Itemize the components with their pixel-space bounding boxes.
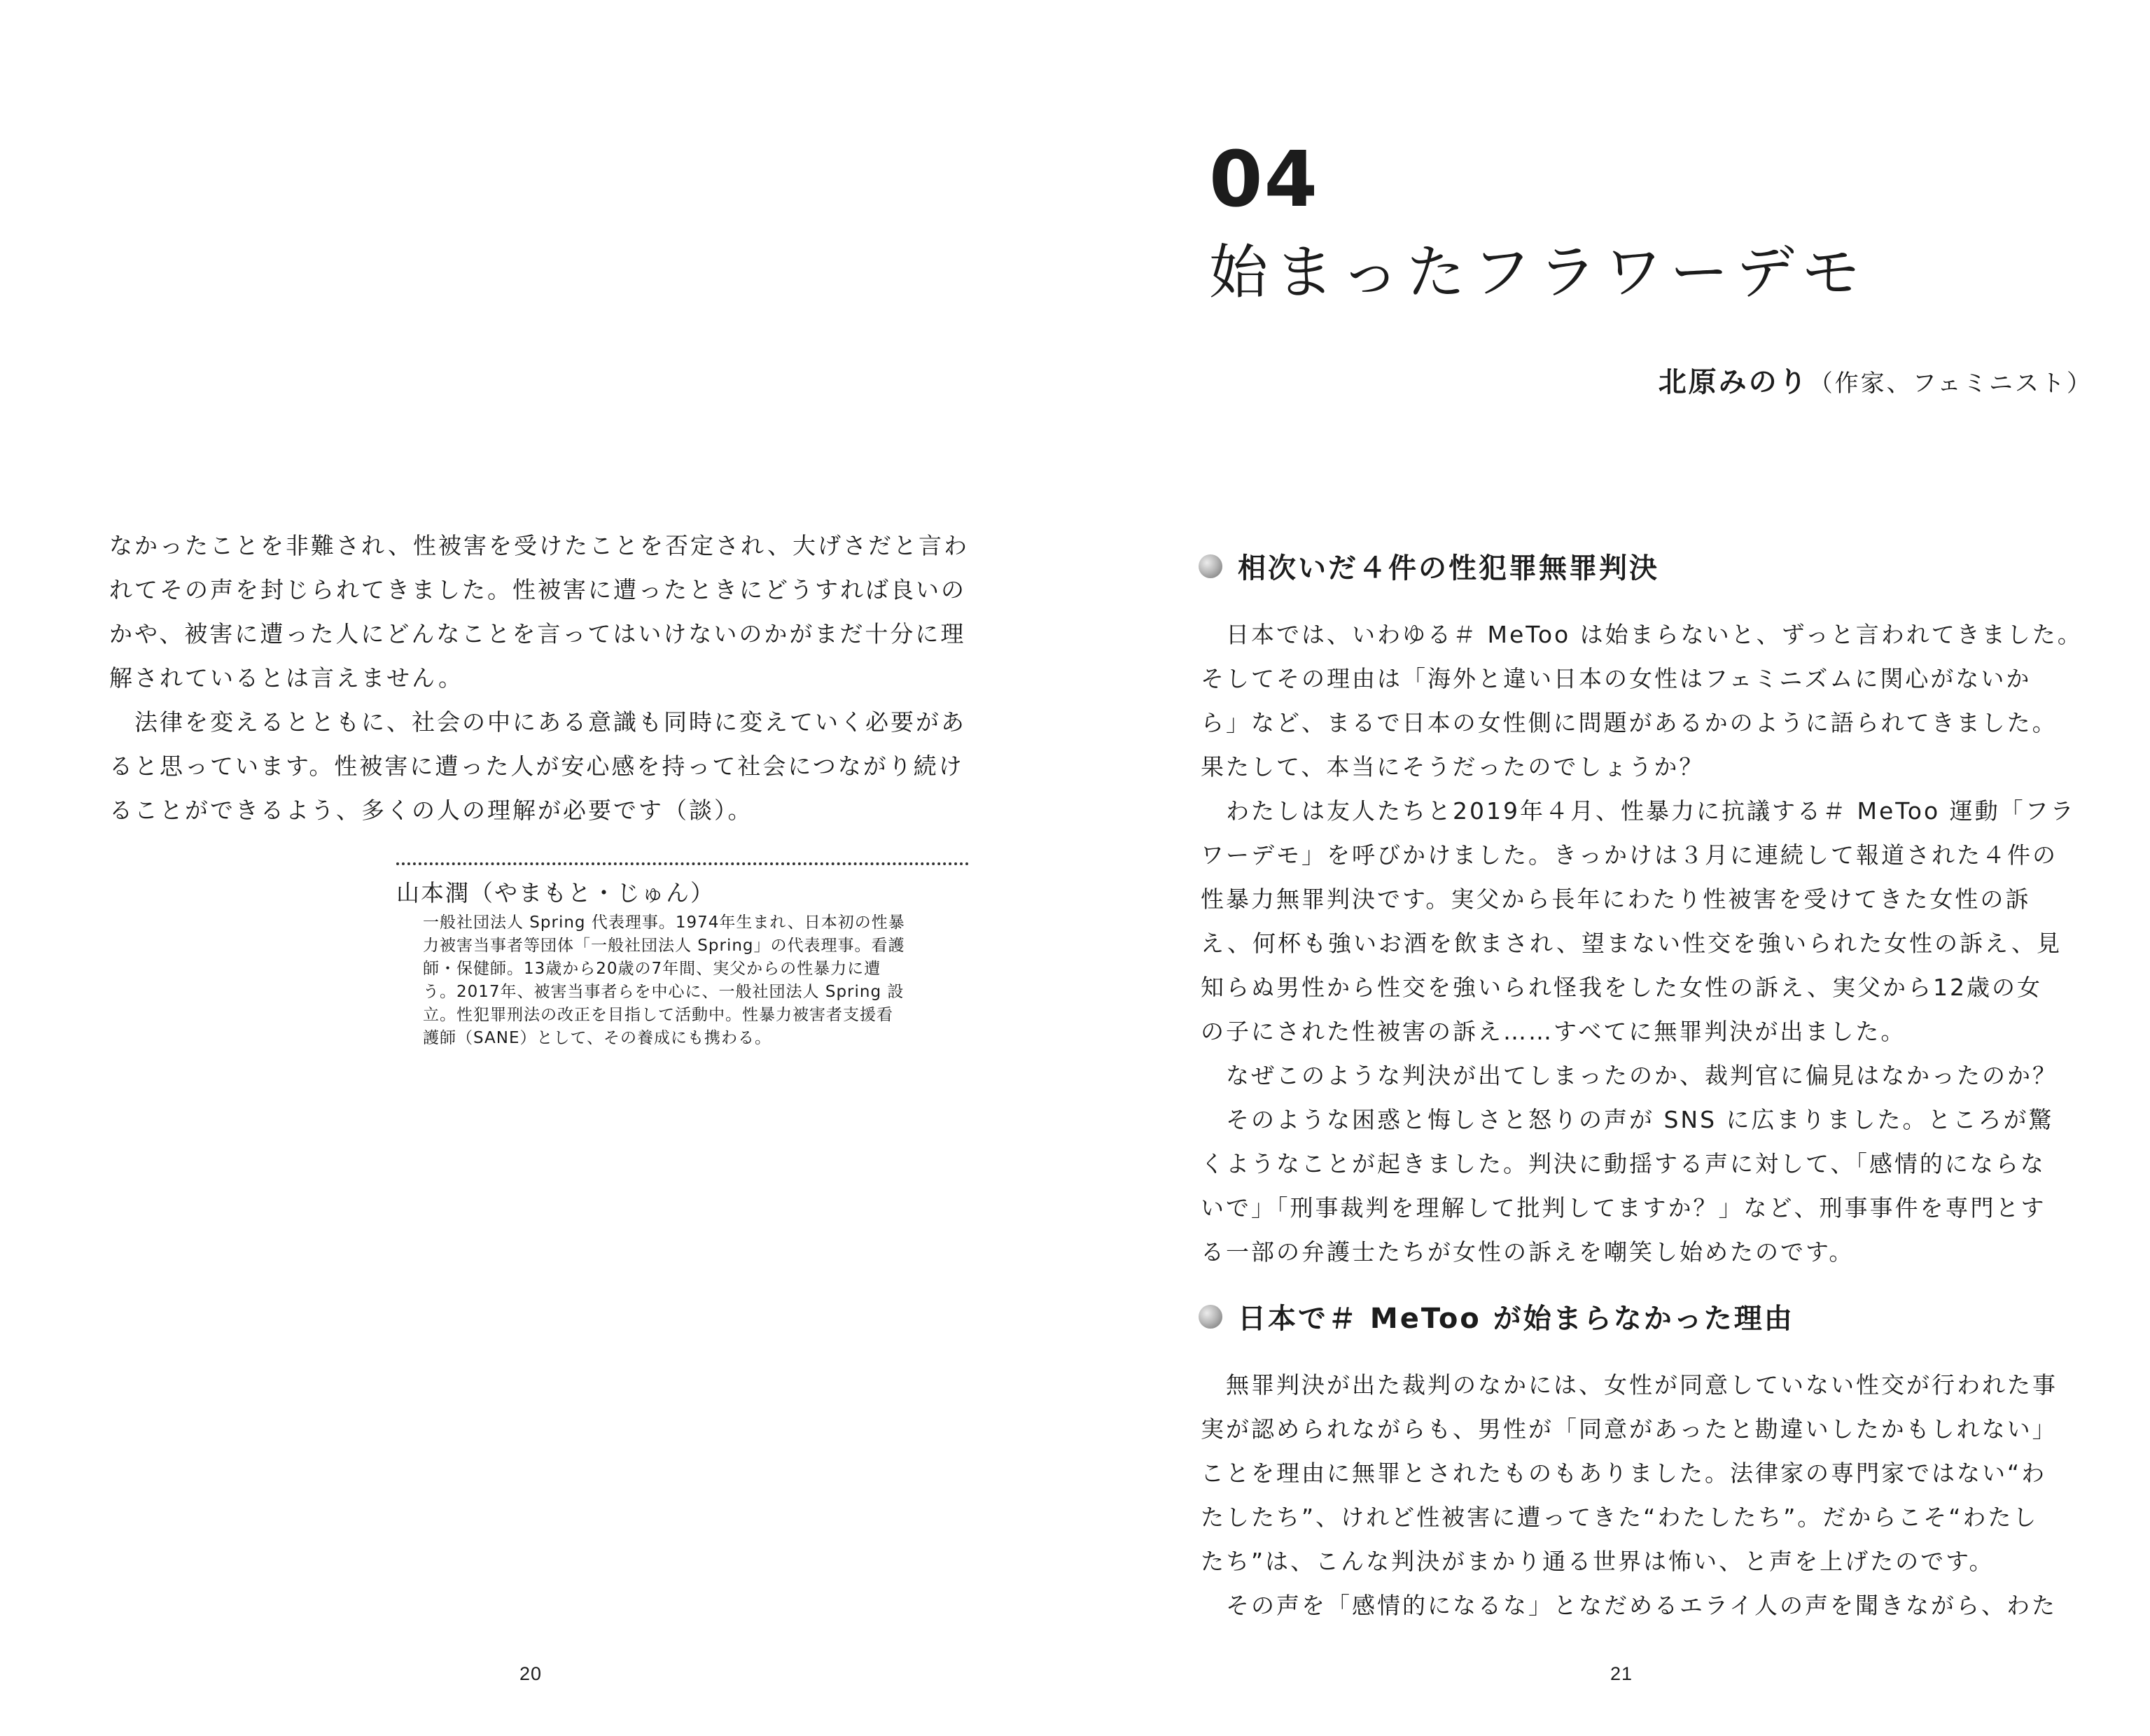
author-profile [396, 875, 970, 1050]
profile-line: 一般社団法人 Spring 代表理事。1974年生まれ、日本初の性暴 [423, 913, 905, 932]
section-body [1201, 612, 2090, 1274]
chapter-title: 始まったフラワーデモ [1209, 238, 1868, 307]
section-heading [1199, 546, 1659, 586]
left-line: かや、被害に遭った人にどんなことを言ってはいけないのかがまだ十分に理 [109, 620, 966, 648]
section-body [1201, 1363, 2090, 1628]
body-line: ことを理由に無罪とされたものもありました。法律家の専門家ではない“わ [1201, 1460, 2047, 1487]
left-line: ることができるよう、多くの人の理解が必要です（談）。 [109, 797, 753, 824]
body-line: わたしは友人たちと2019年４月、性暴力に抗議する＃ MeToo 運動「フラ [1226, 797, 2076, 825]
profile-line: 護師（SANE）として、その養成にも携わる。 [423, 1029, 772, 1047]
body-line: くようなことが起きました。判決に動揺する声に対して、「感情的にならな [1201, 1150, 2046, 1177]
body-line: 知らぬ男性から性交を強いられ怪我をした女性の訴え、実父から12歳の女 [1201, 974, 2042, 1001]
body-line: ら」など、まるで日本の女性側に問題があるかのように語られてきました。 [1201, 709, 2058, 736]
body-line: その声を「感情的になるな」となだめるエライ人の声を聞きながら、わた [1226, 1592, 2058, 1619]
section-heading [1199, 1296, 1794, 1336]
left-line: ると思っています。性被害に遭った人が安心感を持って社会につながり続け [109, 752, 964, 780]
author-role: （作家、フェミニスト） [1808, 370, 2093, 398]
body-line: なぜこのような判決が出てしまったのか、裁判官に偏見はなかったのか？ [1226, 1062, 2058, 1089]
body-line: 実が認められながらも、男性が「同意があったと勘違いしたかもしれない」 [1201, 1415, 2058, 1443]
body-line: え、何杯も強いお酒を飲まされ、望まない性交を強いられた女性の訴え、見 [1201, 930, 2062, 957]
profile-line: 立。性犯罪刑法の改正を目指して活動中。性暴力被害者支援看 [423, 1006, 893, 1024]
page-number: 21 [1610, 1663, 1633, 1684]
profile-name: 山本潤（やまもと・じゅん） [396, 879, 715, 906]
profile-line: う。2017年、被害当事者らを中心に、一般社団法人 Spring 設 [423, 983, 905, 1001]
body-line: 性暴力無罪判決です。実父から長年にわたり性被害を受けてきた女性の訴 [1201, 886, 2031, 913]
dotted-divider [396, 862, 969, 865]
left-body-text [109, 524, 970, 832]
right-page [1075, 0, 2150, 1736]
bullet-icon [1199, 1305, 1222, 1329]
body-line: そしてその理由は「海外と違い日本の女性はフェミニズムに関心がないか [1201, 665, 2032, 692]
section-heading-text: 日本で＃ MeToo が始まらなかった理由 [1238, 1303, 1794, 1335]
page-number: 20 [519, 1663, 543, 1684]
body-line: そのような困惑と悔しさと怒りの声が SNS に広まりました。ところが驚 [1226, 1106, 2054, 1133]
bullet-icon [1199, 554, 1222, 578]
left-line: れてその声を封じられてきました。性被害に遭ったときにどうすれば良いの [109, 576, 966, 603]
body-line: たち”は、こんな判決がまかり通る世界は怖い、と声を上げたのです。 [1201, 1548, 1995, 1575]
chapter-number: 04 [1209, 134, 1320, 224]
body-line: ワーデモ」を呼びかけました。きっかけは３月に連続して報道された４件の [1201, 841, 2058, 869]
body-line: いで」「刑事裁判を理解して批判してますか？」など、刑事事件を専門とす [1201, 1194, 2046, 1222]
profile-body [423, 911, 970, 1050]
profile-line: 力被害当事者等団体「一般社団法人 Spring」の代表理事。看護 [423, 937, 905, 955]
section-heading-text: 相次いだ４件の性犯罪無罪判決 [1238, 552, 1659, 584]
profile-line: 師・保健師。13歳から20歳の7年間、実父からの性暴力に遭 [423, 960, 881, 978]
body-line: る一部の弁護士たちが女性の訴えを嘲笑し始めたのです。 [1201, 1238, 1855, 1266]
left-line: 法律を変えるとともに、社会の中にある意識も同時に変えていく必要があ [134, 708, 966, 736]
author-name: 北原みのり [1658, 366, 1809, 398]
author-byline [1659, 361, 2093, 405]
body-line: 日本では、いわゆる＃ MeToo は始まらないと、ずっと言われてきました。 [1226, 621, 2083, 648]
body-line: たしたち”、けれど性被害に遭ってきた“わたしたち”。だからこそ“わたし [1201, 1504, 2039, 1531]
body-line: 無罪判決が出た裁判のなかには、女性が同意していない性交が行われた事 [1226, 1371, 2058, 1399]
body-line: の子にされた性被害の訴え……すべてに無罪判決が出ました。 [1201, 1018, 1906, 1045]
left-line: なかったことを非難され、性被害を受けたことを否定され、大げさだと言わ [109, 532, 969, 559]
left-line: 解されているとは言えません。 [109, 664, 463, 692]
body-line: 果たして、本当にそうだったのでしょうか？ [1201, 753, 1705, 780]
